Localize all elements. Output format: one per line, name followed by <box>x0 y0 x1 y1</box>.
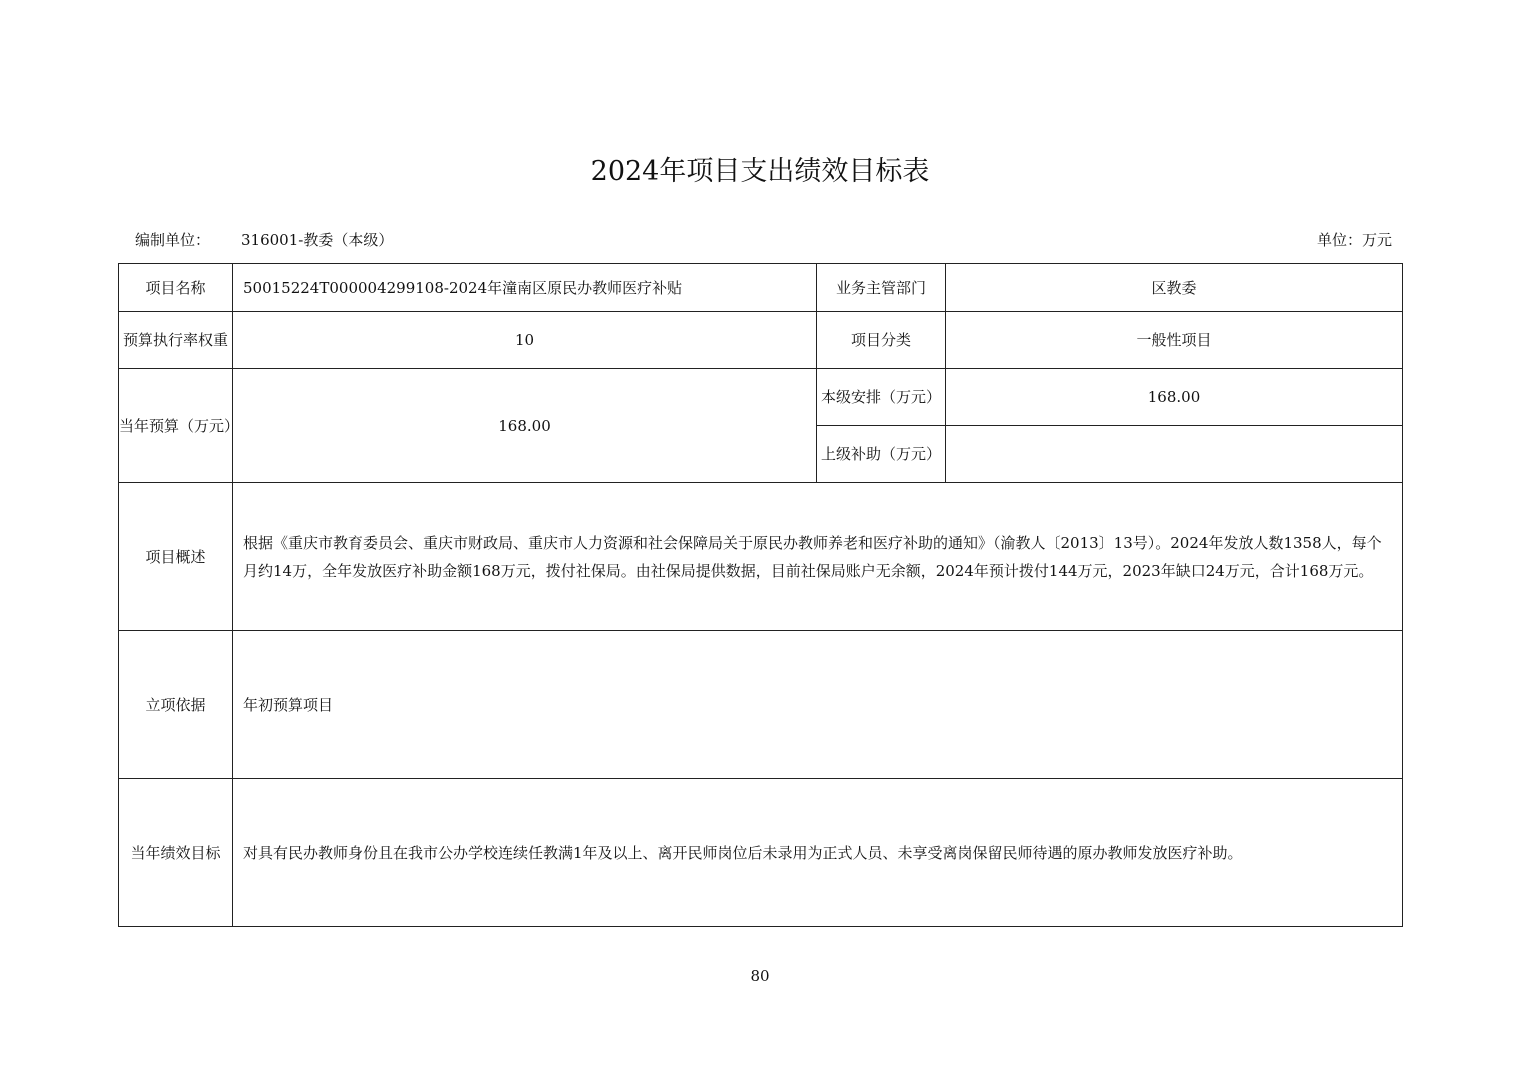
upper-subsidy-value <box>946 426 1403 483</box>
table-row <box>119 779 1403 927</box>
dept-value: 区教委 <box>946 264 1403 312</box>
upper-subsidy-label: 上级补助（万元） <box>817 426 946 483</box>
page-title: 2024年项目支出绩效目标表 <box>590 156 930 187</box>
exec-rate-label: 预算执行率权重 <box>119 312 233 369</box>
goal-label: 当年绩效目标 <box>119 779 233 927</box>
table-row <box>119 312 1403 369</box>
dept-label: 业务主管部门 <box>817 264 946 312</box>
page-number: 80 <box>750 967 770 985</box>
category-label: 项目分类 <box>817 312 946 369</box>
budget-label: 当年预算（万元） <box>119 369 233 483</box>
overview-value: 根据《重庆市教育委员会、重庆市财政局、重庆市人力资源和社会保障局关于原民办教师养老和医疗补助的通知》（渝教人〔2013〕13号）。2024年发放人数1358人，每个月约14万，全年发放医疗补助金额168万元，拨付社保局。由社保局提供数据，目前社保局账户无余额，2024年预计拨付144万元，2023年缺口24万元，合计168万元。 <box>233 483 1403 631</box>
compiling-unit-value: 316001-教委（本级） <box>241 231 394 249</box>
performance-table <box>118 263 1403 927</box>
table-row <box>119 483 1403 631</box>
basis-value: 年初预算项目 <box>233 631 1403 779</box>
compiling-unit <box>135 228 393 252</box>
project-name-value: 50015224T000004299108-2024年潼南区原民办教师医疗补贴 <box>233 264 817 312</box>
exec-rate-value: 10 <box>233 312 817 369</box>
table-row <box>119 631 1403 779</box>
currency-unit: 单位：万元 <box>1316 231 1392 249</box>
budget-value: 168.00 <box>233 369 817 483</box>
basis-label: 立项依据 <box>119 631 233 779</box>
table-row <box>119 369 1403 426</box>
category-value: 一般性项目 <box>946 312 1403 369</box>
local-arrangement-label: 本级安排（万元） <box>817 369 946 426</box>
local-arrangement-value: 168.00 <box>946 369 1403 426</box>
overview-label: 项目概述 <box>119 483 233 631</box>
goal-value: 对具有民办教师身份且在我市公办学校连续任教满1年及以上、离开民师岗位后未录用为正式人员、未享受离岗保留民师待遇的原办教师发放医疗补助。 <box>233 779 1403 927</box>
compiling-unit-label: 编制单位： <box>135 231 211 249</box>
table-row <box>119 264 1403 312</box>
project-name-label: 项目名称 <box>119 264 233 312</box>
